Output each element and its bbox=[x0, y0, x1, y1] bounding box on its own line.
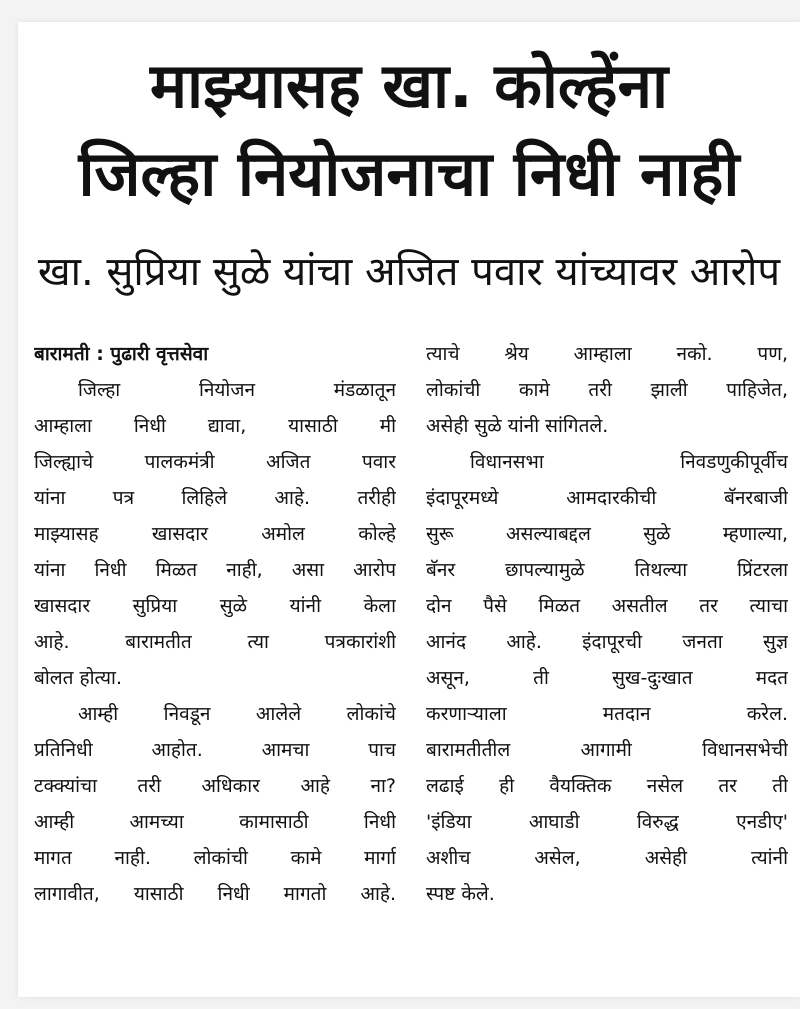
article-column-right bbox=[426, 336, 788, 912]
headline-line-1: माझ्यासह खा. कोल्हेंना bbox=[149, 49, 669, 122]
paragraph-3-line: विधानसभा निवडणुकीपूर्वीच bbox=[470, 451, 788, 473]
paragraph-2-line: त्याचे श्रेय आम्हाला नको. पण, bbox=[426, 343, 788, 365]
paragraph-2-line: आम्ही निवडून आलेले लोकांचे bbox=[78, 703, 396, 725]
headline-line-2: जिल्हा नियोजनाचा निधी नाही bbox=[78, 137, 740, 210]
subheadline: खा. सुप्रिया सुळे यांचा अजित पवार यांच्यावर आरोप bbox=[37, 249, 781, 295]
paragraph-3-line: दोन पैसे मिळत असतील तर त्याचा bbox=[426, 595, 788, 617]
paragraph-1-line: बोलत होत्या. bbox=[34, 667, 123, 689]
paragraph-3-line: लढाई ही वैयक्तिक नसेल तर ती bbox=[426, 775, 788, 797]
paragraph-1-line: यांना पत्र लिहिले आहे. तरीही bbox=[34, 487, 396, 509]
paragraph-3-line: स्पष्ट केले. bbox=[426, 883, 495, 905]
paragraph-2-line: प्रतिनिधी आहोत. आमचा पाच bbox=[34, 739, 396, 761]
paragraph-2-line: असेही सुळे यांनी सांगितले. bbox=[426, 415, 609, 437]
paragraph-3-line: बारामतीतील आगामी विधानसभेची bbox=[426, 739, 788, 761]
paragraph-2-line: आम्ही आमच्या कामासाठी निधी bbox=[34, 811, 396, 833]
article-column-left bbox=[34, 336, 396, 912]
paragraph-3-line: बॅनर छापल्यामुळे तिथल्या प्रिंटरला bbox=[426, 559, 788, 581]
paragraph-1-line: माझ्यासह खासदार अमोल कोल्हे bbox=[34, 523, 396, 545]
paragraph-1-line: आम्हाला निधी द्यावा, यासाठी मी bbox=[34, 415, 396, 437]
paragraph-2-line: लोकांची कामे तरी झाली पाहिजेत, bbox=[426, 379, 788, 401]
paragraph-3-line: असून, ती सुख-दुःखात मदत bbox=[426, 667, 788, 689]
paragraph-3-line: करणाऱ्याला मतदान करेल. bbox=[426, 703, 788, 725]
paragraph-3-line: सुरू असल्याबद्दल सुळे म्हणाल्या, bbox=[426, 523, 788, 545]
paragraph-2-line: मागत नाही. लोकांची कामे मार्गा bbox=[34, 847, 396, 869]
paragraph-1-line: जिल्हा नियोजन मंडळातून bbox=[78, 379, 396, 401]
paragraph-1-line: यांना निधी मिळत नाही, असा आरोप bbox=[34, 559, 396, 581]
paragraph-2-line: लागावीत, यासाठी निधी मागतो आहे. bbox=[34, 883, 396, 905]
paragraph-1-line: खासदार सुप्रिया सुळे यांनी केला bbox=[34, 595, 396, 617]
dateline: बारामती : पुढारी वृत्तसेवा bbox=[34, 343, 209, 365]
paragraph-3-line: अशीच असेल, असेही त्यांनी bbox=[426, 847, 788, 869]
paragraph-1-line: आहे. बारामतीत त्या पत्रकारांशी bbox=[34, 631, 396, 653]
paragraph-3-line: इंदापूरमध्ये आमदारकीची बॅनरबाजी bbox=[426, 487, 788, 509]
newspaper-clipping bbox=[18, 22, 800, 997]
paragraph-3-line: आनंद आहे. इंदापूरची जनता सुज्ञ bbox=[426, 631, 788, 653]
paragraph-1-line: जिल्ह्याचे पालकमंत्री अजित पवार bbox=[34, 451, 396, 473]
paragraph-2-line: टक्क्यांचा तरी अधिकार आहे ना? bbox=[34, 775, 396, 797]
paragraph-3-line: 'इंडिया आघाडी विरुद्ध एनडीए' bbox=[426, 811, 788, 833]
